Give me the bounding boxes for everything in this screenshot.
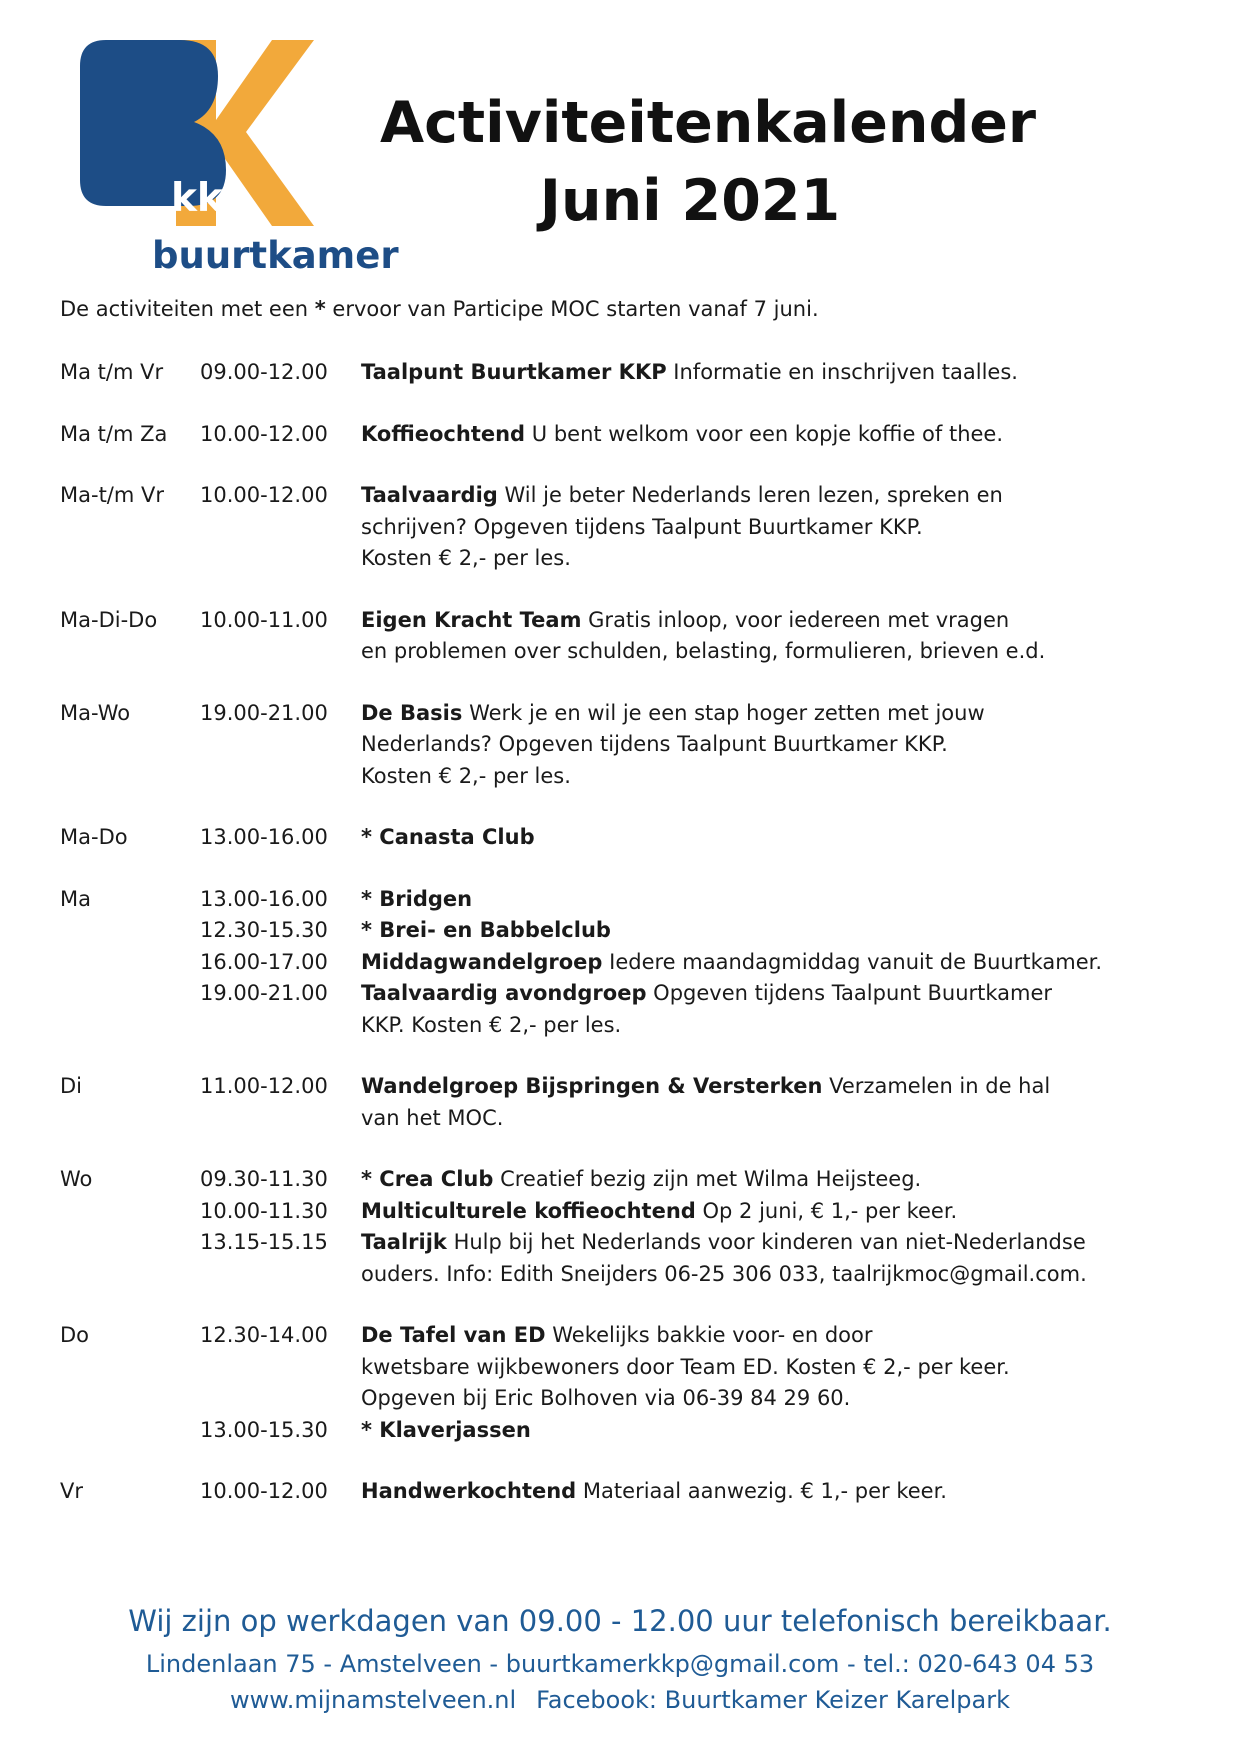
schedule-time (200, 512, 361, 544)
schedule-day: Ma-Do (60, 825, 128, 849)
schedule-block (60, 698, 1180, 793)
schedule-row (60, 1352, 1180, 1384)
schedule-description (361, 1320, 1180, 1352)
schedule-row (60, 698, 1180, 730)
schedule-description (361, 1259, 1180, 1291)
schedule-day: Ma (60, 886, 91, 911)
schedule-day: Ma t/m Za (60, 421, 168, 446)
activity-title: Taalvaardig avondgroep (361, 981, 647, 1005)
schedule-block (60, 822, 1180, 854)
activity-detail: Wil je beter Nederlands leren lezen, spreken en (504, 483, 1003, 507)
footer-links (0, 1686, 1240, 1714)
schedule-description (361, 1196, 1180, 1228)
schedule-day: Di (60, 1074, 83, 1098)
schedule-description (361, 1227, 1180, 1259)
schedule-row (60, 1164, 1180, 1196)
activity-detail: Materiaal aanwezig. € 1,- per keer. (582, 1479, 947, 1503)
activity-detail: Hulp bij het Nederlands voor kinderen van niet-Nederlandse (453, 1230, 1086, 1254)
schedule-time (200, 1259, 361, 1291)
schedule-row (60, 947, 1180, 979)
schedule-day (60, 947, 200, 979)
activity-title: Taalrijk (361, 1230, 447, 1254)
schedule-description (361, 605, 1180, 637)
schedule-description (361, 884, 1180, 916)
schedule-row (60, 357, 1180, 389)
schedule-day (60, 512, 200, 544)
schedule-row (60, 822, 1180, 854)
logo-word: buurtkamer (152, 234, 399, 277)
schedule-row (60, 729, 1180, 761)
schedule-time: 12.30-14.00 (200, 1323, 328, 1347)
schedule-description (361, 1164, 1180, 1196)
footer-hours: Wij zijn op werkdagen van 09.00 - 12.00 uur telefonisch bereikbaar. (128, 1604, 1112, 1638)
activity-detail: van het MOC. (361, 1105, 504, 1130)
schedule-day (60, 636, 200, 668)
schedule-row (60, 915, 1180, 947)
activity-title: * Klaverjassen (361, 1417, 531, 1442)
schedule-row (60, 1415, 1180, 1447)
schedule-time: 10.00-12.00 (200, 421, 328, 446)
schedule-row (60, 1259, 1180, 1291)
schedule-day: Do (60, 1323, 90, 1347)
schedule-block (60, 884, 1180, 1042)
schedule-row (60, 978, 1180, 1010)
activity-detail: Creatief bezig zijn met Wilma Heijsteeg. (500, 1167, 922, 1191)
schedule-block (60, 1071, 1180, 1134)
schedule-day (60, 1352, 200, 1384)
schedule-time: 09.30-11.30 (200, 1167, 328, 1191)
schedule-description (361, 1352, 1180, 1384)
schedule-time: 10.00-12.00 (200, 1479, 328, 1503)
schedule-description (361, 1103, 1180, 1135)
schedule-block (60, 1164, 1180, 1290)
schedule-row (60, 761, 1180, 793)
schedule-day (60, 915, 200, 947)
schedule-description (361, 419, 1180, 451)
schedule-day (60, 761, 200, 793)
schedule-time (200, 1383, 361, 1415)
schedule-day: Ma-t/m Vr (60, 483, 165, 507)
intro-star: * (314, 297, 326, 321)
schedule-time: 13.00-16.00 (200, 886, 328, 911)
schedule-row (60, 1196, 1180, 1228)
schedule-day: Ma t/m Vr (60, 360, 164, 384)
schedule-time: 16.00-17.00 (200, 949, 328, 974)
activity-title: Middagwandelgroep (361, 949, 603, 974)
activity-title: Eigen Kracht Team (361, 607, 582, 632)
schedule-time (200, 1010, 361, 1042)
schedule-day (60, 1415, 200, 1447)
schedule-description (361, 543, 1180, 575)
schedule-row (60, 419, 1180, 451)
schedule-day (60, 1103, 200, 1135)
logo-kkp-text: kkp (171, 176, 251, 221)
schedule-description (361, 761, 1180, 793)
activity-detail: Opgeven tijdens Taalpunt Buurtkamer (653, 981, 1053, 1005)
schedule (60, 357, 1180, 1538)
page-title: Activiteitenkalender (380, 90, 1037, 156)
schedule-time (200, 636, 361, 668)
schedule-description (361, 1383, 1180, 1415)
schedule-day: Ma-Wo (60, 700, 131, 725)
schedule-block (60, 480, 1180, 575)
schedule-description (361, 915, 1180, 947)
schedule-description (361, 947, 1180, 979)
schedule-description (361, 729, 1180, 761)
schedule-day (60, 978, 200, 1010)
schedule-row (60, 1476, 1180, 1508)
schedule-time: 13.15-15.15 (200, 1230, 328, 1254)
schedule-day (60, 1227, 200, 1259)
website-link[interactable]: www.mijnamstelveen.nl (230, 1686, 517, 1714)
schedule-row (60, 480, 1180, 512)
activity-detail: en problemen over schulden, belasting, formulieren, brieven e.d. (361, 639, 1046, 663)
schedule-description (361, 978, 1180, 1010)
schedule-time: 11.00-12.00 (200, 1074, 328, 1098)
schedule-description (361, 512, 1180, 544)
footer-address: Lindenlaan 75 - Amstelveen - buurtkamerkkp@gmail.com - tel.: 020-643 04 53 (145, 1650, 1095, 1678)
schedule-description (361, 1415, 1180, 1447)
schedule-day (60, 729, 200, 761)
activity-title: De Basis (361, 700, 463, 725)
activity-title: * Crea Club (361, 1167, 494, 1191)
schedule-description (361, 636, 1180, 668)
schedule-day (60, 1259, 200, 1291)
schedule-time: 12.30-15.30 (200, 918, 328, 942)
schedule-day (60, 1010, 200, 1042)
schedule-description (361, 1476, 1180, 1508)
schedule-description (361, 480, 1180, 512)
schedule-row (60, 543, 1180, 575)
schedule-description (361, 357, 1180, 389)
schedule-day (60, 543, 200, 575)
schedule-time: 19.00-21.00 (200, 700, 328, 725)
activity-detail: schrijven? Opgeven tijdens Taalpunt Buurtkamer KKP. (361, 514, 923, 539)
activity-detail: ouders. Info: Edith Sneijders 06-25 306 033, taalrijkmoc@gmail.com. (361, 1261, 1087, 1286)
schedule-description (361, 1071, 1180, 1103)
schedule-description (361, 698, 1180, 730)
schedule-day (60, 1196, 200, 1228)
intro-post: ervoor van Participe MOC starten vanaf 7 juni. (325, 297, 819, 321)
activity-title: Multiculturele koffieochtend (361, 1198, 696, 1223)
activity-detail: Iedere maandagmiddag vanuit de Buurtkamer. (609, 949, 1103, 974)
intro-pre: De activiteiten met een (60, 297, 315, 321)
activity-title: Wandelgroep Bijspringen & Versterken (361, 1074, 823, 1098)
activity-detail: Kosten € 2,- per les. (361, 546, 571, 570)
schedule-row (60, 1071, 1180, 1103)
schedule-day: Vr (60, 1479, 83, 1503)
schedule-time (200, 761, 361, 793)
facebook-link[interactable]: Facebook: Buurtkamer Keizer Karelpark (536, 1686, 1010, 1714)
schedule-time: 10.00-11.30 (200, 1198, 328, 1223)
activity-detail: Informatie en inschrijven taalles. (673, 360, 1018, 384)
activity-detail: U bent welkom voor een kopje koffie of thee. (531, 421, 1004, 446)
activity-detail: kwetsbare wijkbewoners door Team ED. Kosten € 2,- per keer. (361, 1354, 1010, 1379)
activity-title: Koffieochtend (361, 421, 526, 446)
activity-detail: Op 2 juni, € 1,- per keer. (702, 1198, 958, 1223)
buurtkamer-kkp-logo (76, 36, 399, 277)
schedule-time (200, 1352, 361, 1384)
schedule-row (60, 884, 1180, 916)
activity-detail: Verzamelen in de hal (829, 1074, 1051, 1098)
schedule-time: 13.00-16.00 (200, 825, 328, 849)
schedule-block (60, 1320, 1180, 1446)
page-subtitle: Juni 2021 (539, 168, 841, 234)
schedule-time (200, 543, 361, 575)
schedule-day: Ma-Di-Do (60, 607, 158, 632)
activity-detail: Werk je en wil je een stap hoger zetten met jouw (469, 700, 985, 725)
schedule-time (200, 729, 361, 761)
schedule-time: 19.00-21.00 (200, 981, 328, 1005)
schedule-time (200, 1103, 361, 1135)
intro-text (60, 297, 819, 321)
activity-detail: Wekelijks bakkie voor- en door (552, 1323, 873, 1347)
activity-detail: Gratis inloop, voor iedereen met vragen (588, 607, 1010, 632)
activity-title: * Canasta Club (361, 825, 535, 849)
schedule-block (60, 357, 1180, 389)
schedule-time: 10.00-11.00 (200, 607, 328, 632)
schedule-row (60, 1227, 1180, 1259)
schedule-row (60, 1383, 1180, 1415)
activity-title: * Brei- en Babbelclub (361, 918, 611, 942)
schedule-day (60, 1383, 200, 1415)
activity-title: Taalvaardig (361, 483, 498, 507)
activity-title: Handwerkochtend (361, 1479, 577, 1503)
schedule-time: 09.00-12.00 (200, 360, 328, 384)
schedule-row (60, 1320, 1180, 1352)
activity-title: * Bridgen (361, 886, 473, 911)
schedule-time: 10.00-12.00 (200, 483, 328, 507)
schedule-block (60, 1476, 1180, 1508)
activity-detail: KKP. Kosten € 2,- per les. (361, 1012, 622, 1037)
activity-detail: Kosten € 2,- per les. (361, 763, 571, 788)
activity-detail: Nederlands? Opgeven tijdens Taalpunt Buurtkamer KKP. (361, 732, 948, 756)
schedule-block (60, 605, 1180, 668)
schedule-description (361, 822, 1180, 854)
logo-mark (76, 36, 316, 254)
schedule-row (60, 1103, 1180, 1135)
schedule-block (60, 419, 1180, 451)
schedule-description (361, 1010, 1180, 1042)
schedule-row (60, 605, 1180, 637)
activity-title: Taalpunt Buurtkamer KKP (361, 360, 667, 384)
schedule-time: 13.00-15.30 (200, 1417, 328, 1442)
schedule-row (60, 512, 1180, 544)
schedule-row (60, 1010, 1180, 1042)
schedule-row (60, 636, 1180, 668)
activity-detail: Opgeven bij Eric Bolhoven via 06-39 84 29 60. (361, 1386, 851, 1410)
schedule-day: Wo (60, 1167, 93, 1191)
activity-title: De Tafel van ED (361, 1323, 546, 1347)
